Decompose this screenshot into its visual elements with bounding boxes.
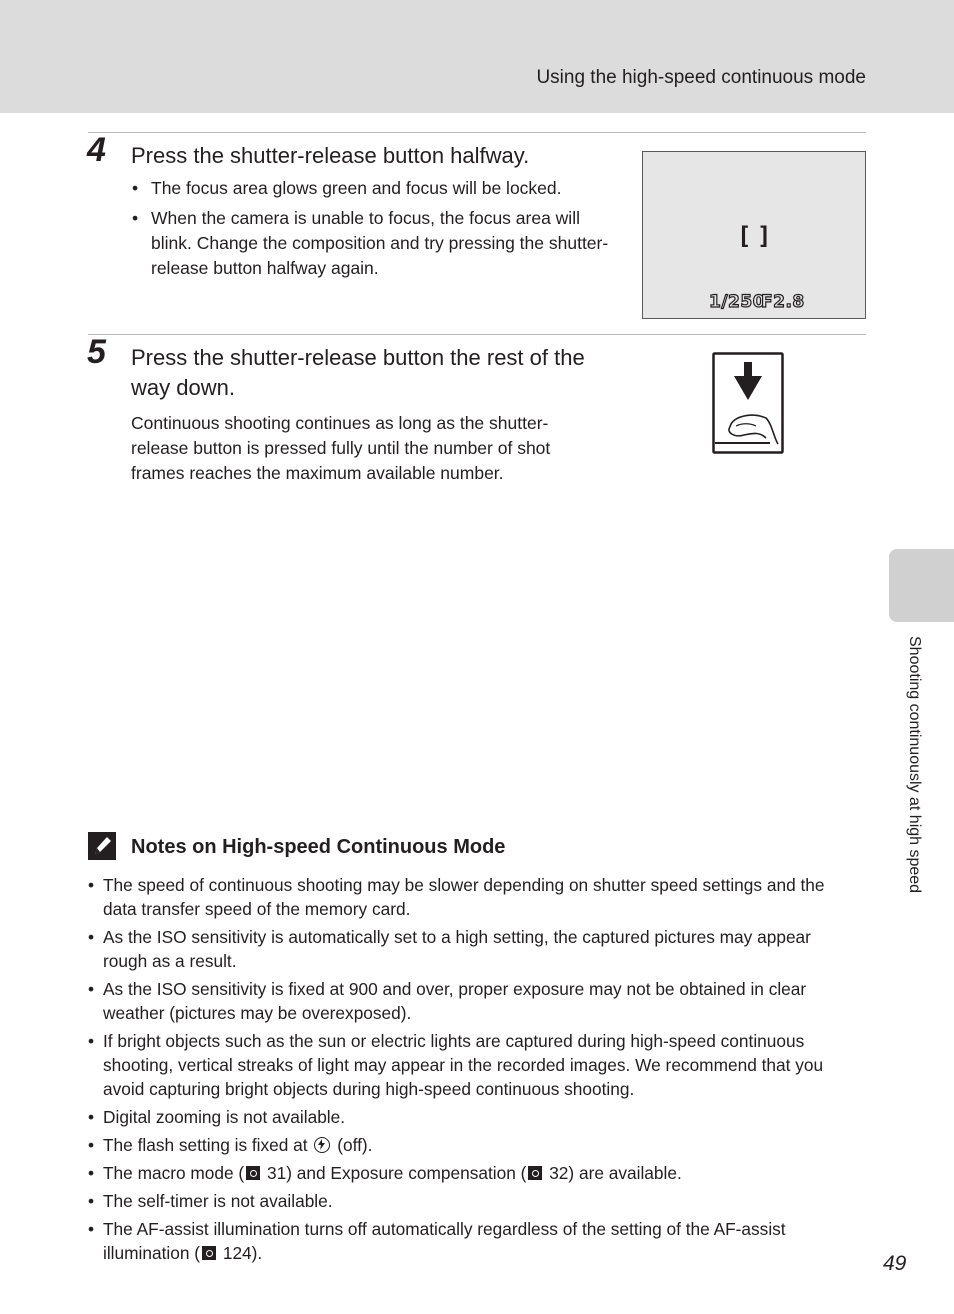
step4-bullet: • When the camera is unable to focus, the focus area will blink. Change the composition and try pressing the shutter-release button halfway again. bbox=[131, 206, 621, 281]
shutter-speed-readout: 1/250 bbox=[709, 292, 766, 312]
header-band bbox=[0, 0, 954, 113]
section-label: Shooting continuously at high speed bbox=[906, 636, 923, 894]
focus-bracket-left: [ bbox=[737, 222, 752, 250]
notes-item: • If bright objects such as the sun or electric lights are captured during high-speed continuous shooting, vertical streaks of light may appear in the recorded images. We recommend that you avoid capturing bright objects during high-speed continuous shooting. bbox=[88, 1029, 858, 1101]
afassist-text: The AF-assist illumination turns off automatically regardless of the setting of the AF-assist illumination ( bbox=[103, 1219, 786, 1263]
flash-text-suffix: (off). bbox=[337, 1135, 373, 1155]
notes-list bbox=[88, 873, 858, 1269]
step-number-4: 4 bbox=[87, 131, 106, 169]
page-number: 49 bbox=[883, 1252, 907, 1275]
running-title: Using the high-speed continuous mode bbox=[536, 67, 866, 88]
page-reference-icon bbox=[202, 1246, 216, 1260]
camera-monitor-illustration bbox=[642, 151, 866, 319]
notes-item-afassist bbox=[88, 1217, 858, 1265]
notes-item: • The speed of continuous shooting may be slower depending on shutter speed settings and the data transfer speed of the memory card. bbox=[88, 873, 858, 921]
step-number-5: 5 bbox=[87, 333, 106, 371]
notes-item: • Digital zooming is not available. bbox=[88, 1105, 858, 1129]
exposure-ref-text: 32) are available. bbox=[549, 1163, 682, 1183]
aperture-readout: F2.8 bbox=[761, 292, 805, 312]
notes-item: • The self-timer is not available. bbox=[88, 1189, 858, 1213]
notes-item-macro bbox=[88, 1161, 858, 1185]
notes-title: Notes on High-speed Continuous Mode bbox=[131, 836, 506, 858]
notes-item: • As the ISO sensitivity is fixed at 900 and over, proper exposure may not be obtained in clear weather (pictures may be overexposed). bbox=[88, 977, 858, 1025]
page-reference-icon bbox=[528, 1166, 542, 1180]
step5-title-line2: way down. bbox=[131, 375, 235, 400]
notes-item-flash bbox=[88, 1133, 858, 1157]
afassist-ref-text: 124). bbox=[222, 1243, 263, 1263]
step5-body: Continuous shooting continues as long as the shutter-release button is pressed fully until the number of shot frames reaches the maximum available number. bbox=[131, 413, 551, 483]
notes-item: • As the ISO sensitivity is automatically set to a high setting, the captured pictures may appear rough as a result. bbox=[88, 925, 858, 973]
flash-text-prefix: The flash setting is fixed at bbox=[103, 1135, 308, 1155]
divider-step4 bbox=[88, 132, 866, 133]
flash-off-icon bbox=[314, 1137, 330, 1153]
macro-text: The macro mode ( bbox=[103, 1163, 245, 1183]
shutter-press-icon bbox=[712, 352, 784, 454]
page-reference-icon bbox=[246, 1166, 260, 1180]
macro-ref-text: 31) and Exposure compensation ( bbox=[267, 1163, 527, 1183]
focus-bracket-right: ] bbox=[757, 222, 772, 250]
step4-bullet: • The focus area glows green and focus will be locked. bbox=[131, 176, 621, 201]
step4-title: Press the shutter-release button halfway. bbox=[131, 143, 530, 168]
section-tab bbox=[889, 549, 954, 622]
step4-bullets bbox=[131, 176, 621, 286]
divider-step5 bbox=[88, 334, 866, 335]
step5-title-line1: Press the shutter-release button the rest of the bbox=[131, 345, 585, 370]
note-pencil-icon bbox=[88, 832, 116, 860]
